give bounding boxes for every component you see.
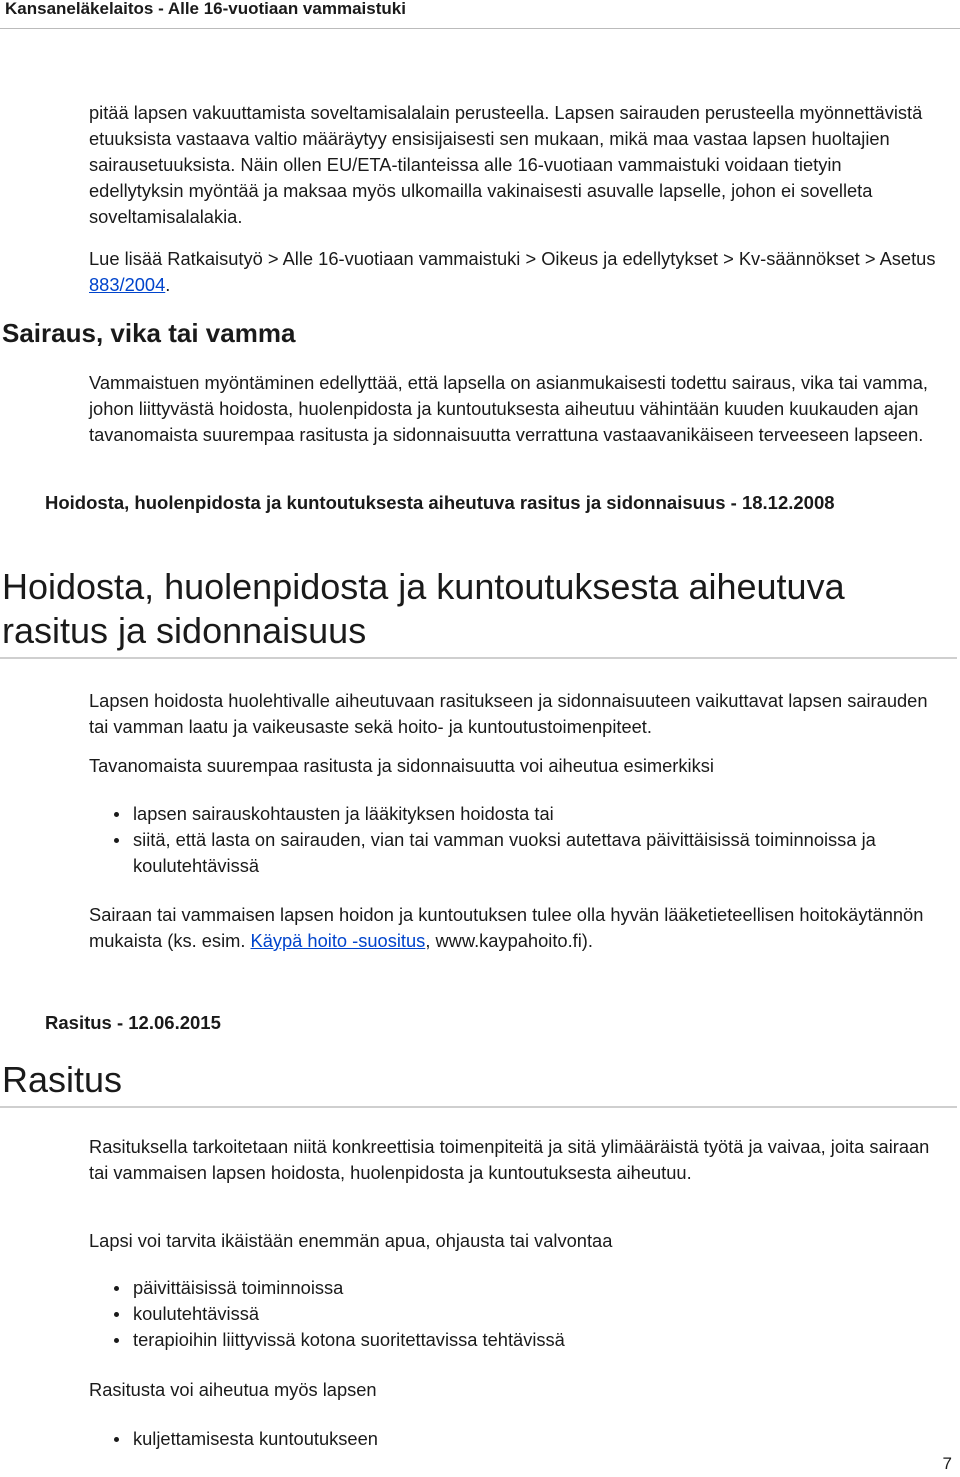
list-item: kuljettamisesta kuntoutukseen xyxy=(89,1426,939,1452)
list-item: koulutehtävissä xyxy=(89,1301,939,1327)
hoidosta-paragraph-1: Lapsen hoidosta huolehtivalle aiheutuvaan rasitukseen ja sidonnaisuuteen vaikuttavat lapsen sairauden tai vamman laatu ja vaikeusaste sekä hoito- ja kuntoutustoimenpiteet. xyxy=(89,690,928,737)
list-item: siitä, että lasta on sairauden, vian tai vamman vuoksi autettava päivittäisissä toiminnoissa ja koulutehtävissä xyxy=(89,827,939,879)
running-header: Kansaneläkelaitos - Alle 16-vuotiaan vammaistuki xyxy=(5,0,406,18)
list-item: päivittäisissä toiminnoissa xyxy=(89,1275,939,1301)
rasitus-paragraph-2: Lapsi voi tarvita ikäistään enemmän apua, ohjausta tai valvontaa xyxy=(89,1230,613,1251)
heading-divider xyxy=(0,1106,957,1108)
section-heading-sairaus: Sairaus, vika tai vamma xyxy=(2,318,296,348)
rasitus-paragraph-3: Rasitusta voi aiheutua myös lapsen xyxy=(89,1379,377,1400)
intro-paragraph: pitää lapsen vakuuttamista soveltamisalalain perusteella. Lapsen sairauden perusteella myönnettävistä etuuksista vastaava valtio määräytyy ensisijaisesti sen mukaan, mikä maa vastaa lapsen huoltajien sairausetuuksista. Näin ollen EU/ETA-tilanteissa alle 16-vuotiaan vammaistuki voidaan tietyin edellytyksin myöntää ja maksaa myös ulkomailla vakinaisesti asuvalle lapselle, johon ei sovelleta soveltamisalalakia. xyxy=(89,102,923,227)
hoidosta-paragraph-3 xyxy=(89,902,939,954)
read-more-paragraph xyxy=(89,246,939,298)
hoidosta-paragraph-3-text: Sairaan tai vammaisen lapsen hoidon ja kuntoutuksen tulee olla hyvän lääketieteellisen hoitokäytännön mukaista (ks. esim. xyxy=(89,904,924,951)
regulation-link[interactable]: 883/2004 xyxy=(89,274,166,295)
read-more-text: Lue lisää Ratkaisutyö > Alle 16-vuotiaan vammaistuki > Oikeus ja edellytykset > Kv-säännökset > Asetus xyxy=(89,248,936,269)
list-item: lapsen sairauskohtausten ja lääkityksen hoidosta tai xyxy=(89,801,939,827)
list-item: terapioihin liittyvissä kotona suoritettavissa tehtävissä xyxy=(89,1327,939,1353)
read-more-suffix: . xyxy=(165,274,171,295)
section-heading-rasitus: Rasitus xyxy=(2,1059,123,1100)
section-heading-hoidosta: Hoidosta, huolenpidosta ja kuntoutuksesta aiheutuva rasitus ja sidonnaisuus xyxy=(2,566,845,651)
version-title-rasitus: Rasitus - 12.06.2015 xyxy=(45,1012,221,1033)
sairaus-paragraph: Vammaistuen myöntäminen edellyttää, että lapsella on asianmukaisesti todettu sairaus, vika tai vamma, johon liittyvästä hoidosta, huolenpidosta ja kuntoutuksesta aiheutuu vähintään kuuden kuukauden ajan tavanomaista suurempaa rasitusta ja sidonnaisuutta verrattuna vastaavanikäiseen terveeseen lapseen. xyxy=(89,372,928,445)
heading-divider xyxy=(0,657,957,659)
rasitus-list-2 xyxy=(89,1426,939,1452)
hoidosta-paragraph-2: Tavanomaista suurempaa rasitusta ja sidonnaisuutta voi aiheutua esimerkiksi xyxy=(89,755,714,776)
header-divider xyxy=(0,28,960,29)
version-title-hoidosta: Hoidosta, huolenpidosta ja kuntoutuksesta aiheutuva rasitus ja sidonnaisuus - 18.12.2008 xyxy=(45,492,835,513)
hoidosta-list xyxy=(89,801,939,879)
rasitus-paragraph-1: Rasituksella tarkoitetaan niitä konkreettisia toimenpiteitä ja sitä ylimääräistä työtä ja vaivaa, joita sairaan tai vammaisen lapsen hoidosta, huolenpidosta ja kuntoutuksesta aiheutuu. xyxy=(89,1136,930,1183)
kaypa-hoito-link[interactable]: Käypä hoito -suositus xyxy=(250,930,426,951)
hoidosta-paragraph-3-suffix: , www.kaypahoito.fi). xyxy=(425,930,593,951)
page-number: 7 xyxy=(942,1454,952,1473)
rasitus-list-1 xyxy=(89,1275,939,1353)
